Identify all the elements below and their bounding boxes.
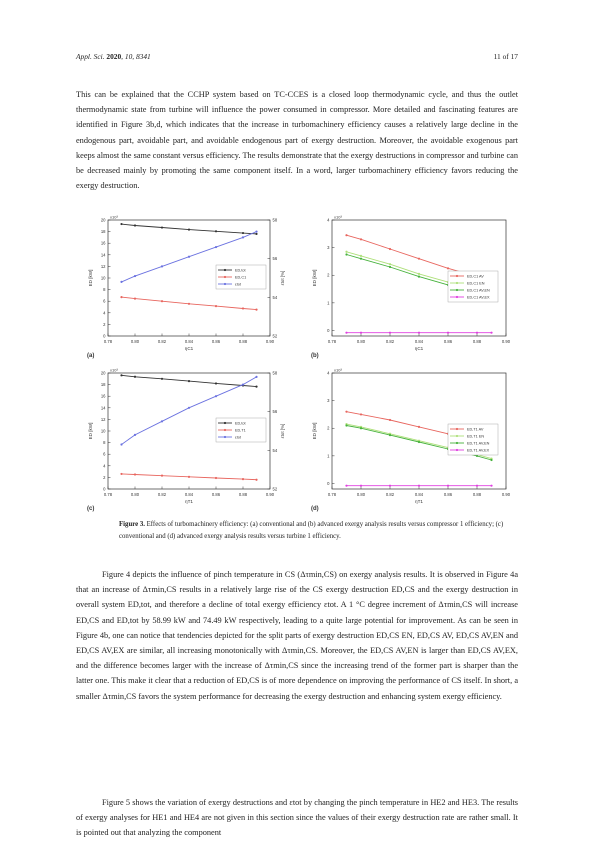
data-point [345, 251, 347, 253]
data-point [188, 476, 190, 478]
y-tick-label: 16 [100, 240, 106, 246]
x-tick-label: 0.80 [356, 339, 366, 344]
y-exponent-label: x10³ [110, 367, 118, 373]
data-point [255, 233, 257, 235]
x-tick-label: 0.78 [327, 492, 337, 497]
x-tick-label: 0.90 [501, 492, 511, 497]
x-tick-label: 0.84 [414, 339, 424, 344]
data-point [242, 384, 244, 386]
data-point [188, 407, 190, 409]
x-tick-label: 0.90 [265, 339, 275, 344]
data-point [418, 426, 420, 428]
y-tick-label: 18 [100, 382, 106, 388]
data-point [345, 332, 347, 334]
y-tick-label: 10 [100, 275, 106, 281]
x-axis-label: ηC1 [414, 346, 424, 351]
data-point [418, 258, 420, 260]
y-tick-label: 14 [100, 252, 106, 258]
y2-tick-label: 52 [272, 333, 278, 339]
data-point [345, 424, 347, 426]
y2-axis-label: εtot [%] [280, 423, 285, 439]
y-tick-label: 4 [103, 463, 106, 469]
x-tick-label: 0.82 [157, 492, 167, 497]
data-point [255, 376, 257, 378]
data-point [490, 485, 492, 487]
y-tick-label: 20 [100, 217, 106, 223]
y-tick-label: 18 [100, 229, 106, 235]
y-axis-label: ED [kW] [312, 269, 317, 287]
y-tick-label: 0 [327, 327, 330, 333]
y-tick-label: 0 [103, 486, 106, 492]
data-point [360, 332, 362, 334]
y-tick-label: 12 [100, 416, 106, 422]
data-point [120, 296, 122, 298]
chart-panel-b [308, 212, 516, 359]
data-point [418, 332, 420, 334]
legend-marker [456, 296, 458, 298]
data-point [360, 258, 362, 260]
x-tick-label: 0.78 [103, 492, 113, 497]
y-tick-label: 1 [327, 300, 330, 306]
y-axis-label: ED [kW] [88, 422, 93, 440]
legend-label: ED,C1 AV [467, 274, 484, 279]
x-axis-label: ηC1 [184, 346, 194, 351]
legend-label: ED,T1 [235, 428, 246, 433]
data-point [120, 281, 122, 283]
panel-label: (a) [87, 353, 95, 359]
x-tick-label: 0.80 [356, 492, 366, 497]
figure-label: Figure 3. [119, 521, 145, 528]
y-exponent-label: x10³ [110, 214, 118, 220]
y-tick-label: 0 [103, 333, 106, 339]
y-axis-label: ED [kW] [88, 269, 93, 287]
data-point [345, 234, 347, 236]
data-point [134, 473, 136, 475]
data-point [120, 473, 122, 475]
data-point [476, 332, 478, 334]
data-point [447, 485, 449, 487]
y-tick-label: 2 [103, 474, 106, 480]
y-tick-label: 3 [327, 245, 330, 251]
x-tick-label: 0.80 [130, 339, 140, 344]
legend-marker [456, 289, 458, 291]
data-point [418, 485, 420, 487]
data-point [215, 477, 217, 479]
y-tick-label: 14 [100, 405, 106, 411]
x-tick-label: 0.82 [385, 339, 395, 344]
legend-marker [456, 275, 458, 277]
y-tick-label: 12 [100, 263, 106, 269]
y-tick-label: 2 [103, 321, 106, 327]
data-point [161, 378, 163, 380]
x-tick-label: 0.88 [238, 339, 248, 344]
y-axis-label: ED [kW] [312, 422, 317, 440]
data-point [389, 485, 391, 487]
x-tick-label: 0.86 [443, 339, 453, 344]
legend-marker [456, 282, 458, 284]
y2-tick-label: 56 [272, 409, 278, 415]
data-point [360, 413, 362, 415]
figure-caption-text: Effects of turbomachinery efficiency: (a) conventional and (b) advanced exergy analysis results versus compressor 1 efficiency; (c) conventional and (d) advanced exergy analysis results versus turbine 1 efficiency. [119, 521, 504, 540]
y-tick-label: 0 [327, 480, 330, 486]
data-point [447, 332, 449, 334]
legend-marker [224, 269, 226, 271]
data-point [476, 485, 478, 487]
data-point [161, 226, 163, 228]
data-point [188, 228, 190, 230]
x-tick-label: 0.86 [211, 339, 221, 344]
legend-label: ED,C1 AV,EX [467, 295, 490, 300]
data-point [215, 305, 217, 307]
journal-year: 2020 [106, 52, 122, 61]
x-tick-label: 0.78 [327, 339, 337, 344]
data-point [418, 276, 420, 278]
x-tick-label: 0.84 [184, 339, 194, 344]
y-tick-label: 8 [103, 440, 106, 446]
y2-axis-label: εtot [%] [280, 270, 285, 286]
data-point [360, 485, 362, 487]
data-point [389, 266, 391, 268]
legend-label: ED,C1 AV,EN [467, 288, 490, 293]
panel-label: (b) [311, 353, 319, 359]
running-header-citation [76, 52, 151, 61]
x-tick-label: 0.80 [130, 492, 140, 497]
y-tick-label: 3 [327, 398, 330, 404]
legend-marker [456, 435, 458, 437]
x-tick-label: 0.84 [414, 492, 424, 497]
data-point [134, 376, 136, 378]
y2-tick-label: 54 [272, 294, 278, 300]
legend-label: ED,T1 EN [467, 434, 485, 439]
panel-label: (d) [311, 506, 319, 512]
x-tick-label: 0.88 [472, 492, 482, 497]
legend-label: ED,T1 AV,EX [467, 448, 490, 453]
journal-volume: , 10, 8341 [121, 52, 151, 61]
paragraph-figure4-text: Figure 4 depicts the influence of pinch temperature in CS (Δτmin,CS) on exergy analysis results. It is observed in Figure 4a that an increase of Δτmin,CS results in a relatively large rise of the CS exergy destruction ED,CS and the exergy destruction in overall system ED,tot, and therefore a decline of total exergy efficiency εtot. A 1 °C degree increment of Δτmin,CS will increase ED,CS and ED,tot by 58.99 kW and 74.49 kW respectively, leading to a quite large potential for improvement. As can be seen in Figure 4b, one can notice that tendencies depicted for the split parts of exergy destruction ED,CS EN, ED,CS AV, ED,CS AV,EN and ED,CS AV,EX are similar, all increasing monotonically with Δτmin,CS. Moreover, the ED,CS AV,EN is larger than ED,CS AV,EX, and the difference becomes larger with the increase of Δτmin,CS since the increasing trend of the former part is sharper than the latter one. This make it clear that a reduction of ED,CS is of more dependence on improving the performance of CS itself. In short, a smaller Δτmin,CS favors the system performance for decreasing the exergy destruction and enhancing system exergy efficiency. [76, 570, 518, 701]
data-point [134, 434, 136, 436]
data-point [120, 374, 122, 376]
legend-label: εtot [235, 435, 241, 440]
y-tick-label: 16 [100, 393, 106, 399]
y2-tick-label: 52 [272, 486, 278, 492]
y-tick-label: 2 [327, 425, 330, 431]
data-point [418, 441, 420, 443]
legend-marker [224, 283, 226, 285]
y-tick-label: 6 [103, 298, 106, 304]
data-point [255, 386, 257, 388]
x-tick-label: 0.88 [472, 339, 482, 344]
data-point [360, 238, 362, 240]
y-tick-label: 1 [327, 453, 330, 459]
legend-label: ED,C1 [235, 275, 247, 280]
data-point [418, 273, 420, 275]
x-tick-label: 0.78 [103, 339, 113, 344]
y-tick-label: 10 [100, 428, 106, 434]
y-exponent-label: x10³ [334, 214, 342, 220]
data-point [134, 275, 136, 277]
data-point [345, 253, 347, 255]
chart-panel-d [308, 365, 516, 512]
paragraph-figure5-text: Figure 5 shows the variation of exergy destructions and εtot by changing the pinch temperature in HE2 and HE3. The results of exergy analyses for HE1 and HE4 are not given in this section since the values of their exergy destruction rate are rather small. It is pointed out that analyzing the component [76, 798, 518, 838]
y-tick-label: 2 [327, 272, 330, 278]
y-exponent-label: x10³ [334, 367, 342, 373]
panel-label: (c) [87, 506, 95, 512]
data-point [242, 232, 244, 234]
x-tick-label: 0.82 [385, 492, 395, 497]
legend-label: ED,T1 AV,EN [467, 441, 490, 446]
legend-label: ED,tot [235, 268, 246, 273]
y2-tick-label: 56 [272, 256, 278, 262]
data-point [161, 300, 163, 302]
x-tick-label: 0.90 [501, 339, 511, 344]
legend-label: ED,C1 EN [467, 281, 485, 286]
data-point [242, 236, 244, 238]
chart-panel-c [84, 365, 292, 512]
x-axis-label: ηT1 [415, 499, 423, 504]
data-point [255, 231, 257, 233]
figure-3 [84, 212, 516, 512]
y2-tick-label: 54 [272, 447, 278, 453]
legend-marker [224, 436, 226, 438]
y-tick-label: 6 [103, 451, 106, 457]
data-point [215, 395, 217, 397]
data-point [389, 434, 391, 436]
legend-marker [224, 429, 226, 431]
legend-label: εtot [235, 282, 241, 287]
x-tick-label: 0.84 [184, 492, 194, 497]
data-point [255, 309, 257, 311]
x-tick-label: 0.90 [265, 492, 275, 497]
data-point [215, 230, 217, 232]
legend-label: ED,tot [235, 421, 246, 426]
data-point [255, 479, 257, 481]
legend-label: ED,T1 AV [467, 427, 484, 432]
legend-marker [224, 422, 226, 424]
y-tick-label: 4 [327, 370, 330, 376]
legend-marker [456, 428, 458, 430]
figure-caption [119, 519, 509, 542]
x-tick-label: 0.86 [211, 492, 221, 497]
data-point [389, 419, 391, 421]
y-tick-label: 8 [103, 287, 106, 293]
data-point [215, 382, 217, 384]
legend-marker [456, 449, 458, 451]
data-point [161, 475, 163, 477]
data-point [120, 223, 122, 225]
legend-marker [224, 276, 226, 278]
data-point [134, 224, 136, 226]
data-point [360, 255, 362, 257]
y2-tick-label: 58 [272, 217, 278, 223]
data-point [188, 380, 190, 382]
data-point [389, 332, 391, 334]
data-point [188, 256, 190, 258]
data-point [215, 246, 217, 248]
data-point [345, 485, 347, 487]
y2-tick-label: 58 [272, 370, 278, 376]
page-number: 11 of 17 [493, 52, 518, 61]
chart-panel-a [84, 212, 292, 359]
data-point [242, 478, 244, 480]
data-point [447, 267, 449, 269]
paragraph-figure4 [76, 567, 518, 704]
data-point [161, 265, 163, 267]
y-tick-label: 20 [100, 370, 106, 376]
data-point [490, 459, 492, 461]
data-point [242, 307, 244, 309]
data-point [161, 420, 163, 422]
x-tick-label: 0.86 [443, 492, 453, 497]
paragraph-intro: This can be explained that the CCHP system based on TC-CCES is a closed loop thermodynamic cycle, and thus the outlet thermodynamic state from turbine will influence the power consumed in compressor. More detailed and fascinating features are identified in Figure 3b,d, which indicates that the increase in turbomachinery efficiency causes a relatively large decline in the endogenous part, avoidable part, and avoidable endogenous part of exergy destruction. Moreover, the avoidable exogenous part keeps almost the same constant versus efficiency. The results demonstrate that the exergy destructions in compressor and turbine can be decreased mainly by promoting the same component itself. In a word, larger turbomachinery efficiency favors reducing the exergy destruction. [76, 90, 518, 191]
y-tick-label: 4 [103, 310, 106, 316]
y-tick-label: 4 [327, 217, 330, 223]
data-point [490, 332, 492, 334]
x-axis-label: ηT1 [185, 499, 193, 504]
data-point [134, 297, 136, 299]
paragraph-figure5 [76, 795, 518, 841]
data-point [188, 303, 190, 305]
data-point [360, 427, 362, 429]
journal-name: Appl. Sci. [76, 52, 105, 61]
data-point [389, 248, 391, 250]
data-point [345, 411, 347, 413]
data-point [120, 443, 122, 445]
x-tick-label: 0.82 [157, 339, 167, 344]
x-tick-label: 0.88 [238, 492, 248, 497]
data-point [389, 263, 391, 265]
legend-marker [456, 442, 458, 444]
